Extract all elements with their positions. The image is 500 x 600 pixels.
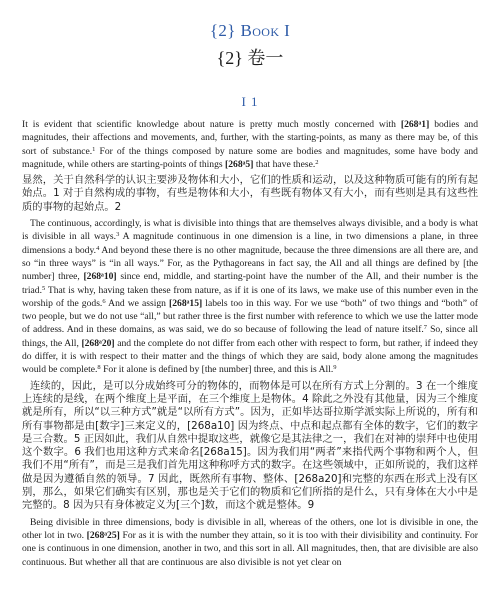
- bekker-reference: [268ᵃ1]: [400, 119, 430, 130]
- bekker-reference: [268ᵃ25]: [86, 529, 120, 541]
- bekker-reference: [268ᵃ10]: [83, 271, 117, 283]
- english-paragraph-3: Being divisible in three dimensions, body is divisible in all, whereas of the others, one lot is divisible in one, the other lot in two. [268ᵃ25] For as it is with the number they attain, so it is too with their divisibility and continuity. For one is continuous in one dimension, another in two, and this sort in all. All magnitudes, then, that are divisible are also continuous. But whether all that are continuous are also divisible is not yet clear on: [22, 516, 479, 568]
- text-body: [22, 118, 478, 569]
- section-heading: I 1: [241, 94, 259, 109]
- footnote-marker: 9: [333, 364, 337, 372]
- bekker-reference: [268ᵃ5]: [225, 158, 254, 170]
- bekker-reference: [268ᵃ20]: [81, 337, 115, 349]
- footnote-marker: 3: [116, 231, 120, 239]
- footnote-marker: 4: [96, 244, 100, 252]
- footnote-marker: 1: [92, 145, 96, 153]
- book-title-chinese: {2} 卷一: [216, 48, 284, 68]
- footnote-marker: 8: [97, 364, 101, 372]
- bekker-reference: [268ᵃ15]: [169, 297, 203, 309]
- chinese-paragraph-2: 连续的，因此，是可以分成始终可分的物体的，而物体是可以在所有方式上分割的。3 在一个维度上连续的是线，在两个维度上是平面，在三个维度上是物体。4 除此之外没有其他量，因为三个维度就是所有，所以“以三种方式”就是“以所有方式”。因为，正如毕达哥拉斯学派实际上所说的，所有和所有事物都是由[数字]三来定义的，[268a10] 因为终点、中点和起点都有全体的数字，它们的数字是三合数。5 正因如此，我们从自然中提取这些，就像它是其法律之一，我们在对神的崇拜中也使用这个数字。6 我们也用这种方式来命名[268a15]。因为我们用“两者”来指代两个事物和两个人，但我们不用“所有”，而是三是我们首先用这种称呼方式的数字。在这些领域中，正如所说的，我们这样做是因为遵循自然的领导。7 因此，既然所有事物、整体、[268a20]和完整的东西在形式上没有区别，那么，如果它们确实有区别，那也是关于它们的物质和它们所指的是什么，只有身体在大小中是完整的。8 因为只有身体被定义为[三个]数，而这个就是整体。9: [22, 379, 478, 512]
- footnote-marker: 6: [102, 297, 106, 305]
- chinese-paragraph-1: 显然，关于自然科学的认识主要涉及物体和大小，它们的性质和运动，以及这种物质可能有的所有起始点。1 对于自然构成的事物，有些是物体和大小，有些既有物体又有大小，而有些则是具有这些性质的事物的起始点。2: [22, 174, 478, 213]
- english-paragraph-2: The continuous, accordingly, is what is divisible into things that are themselves always divisible, and a body is what is divisible in all ways.$^3$ A magnitude continuous in one dimension is a line, in two dimensions a plane, in three dimensions a body.$^4$ And beyond these there is no other magnitude, because the three dimensions are all there are, and so “in three ways” is “in all ways.” For, as the Pythagoreans in fact say, the All and all things are defined by [the number] three, [268ᵃ10] since end, middle, and starting-point have the number of the All, and their number is the triad.$^5$ That is why, having taken these from nature, as if it is one of its laws, we make use of this number even in the worship of the gods.$^6$ And we assign [268ᵃ15] labels too in this way. For we use “both” of two things and “both” of two people, but we do not use “all,” but rather three is the first number with reference to which we use the latter mode of address. And in these domains, as was said, we do so because of following the lead of nature itself.$^7$ So, since all things, the All, [268ᵃ20] and the complete do not differ from each other with respect to form, but rather, if indeed they do differ, it is with respect to their matter and the things of which they are said, body alone among the magnitudes would be complete.$^8$ For it alone is defined by [the number] three, and this is All.$^9$: [22, 218, 479, 376]
- footnote-marker: 5: [41, 284, 46, 292]
- english-paragraph-1: It is evident that scientific knowledge about nature is pretty much mostly concerned with [268ᵃ1] bodies and magnitudes, their affections and movements, and, further, with the starting-points, as many as there may be, of this sort of substance.$^1$ For of the things composed by nature some are bodies and magnitudes, some have body and magnitude, while others are starting-points of things [268ᵃ5] that have these.$^2$: [22, 119, 479, 170]
- book-title: {2} Book I: [209, 21, 291, 40]
- footnote-marker: 2: [315, 158, 319, 166]
- footnote-marker: 7: [423, 324, 428, 332]
